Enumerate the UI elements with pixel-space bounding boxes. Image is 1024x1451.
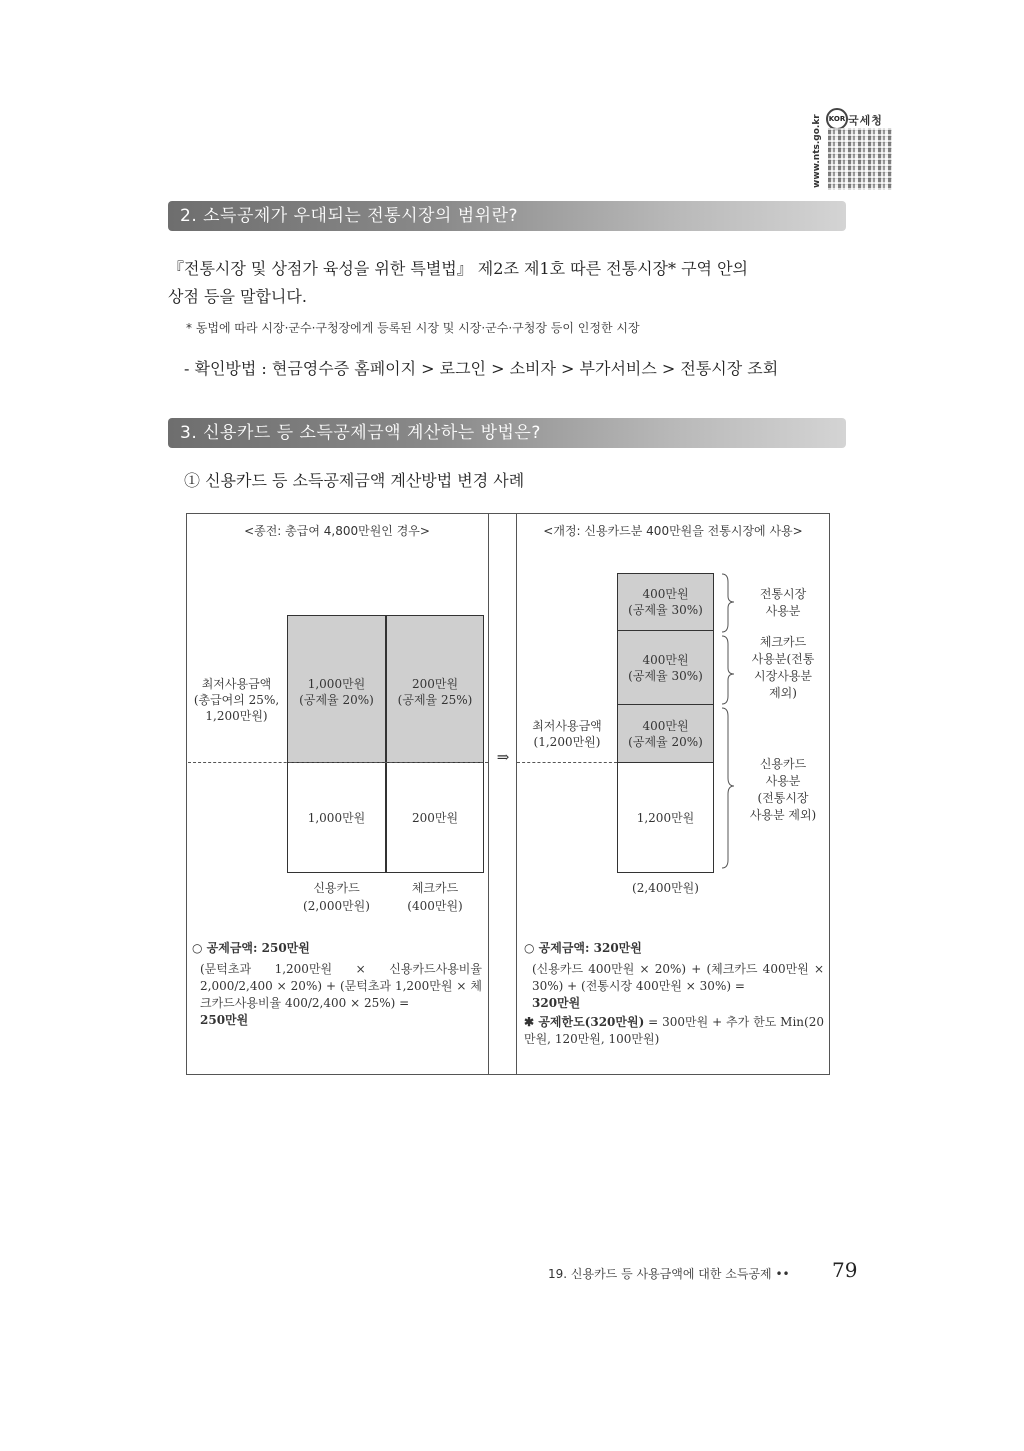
checkcard-amount: 400만원 [642,653,689,667]
right-deduction-title: 공제금액: 320만원 [538,941,642,955]
left-deduction-body: (문턱초과 1,200만원 × 신용카드사용비율 2,000/2,400 × 20%) + (문턱초과 1,200만원 × 체크카드사용비율 400/2,400 × 25%) = [200,962,482,1010]
brace-check-label-3: 시장사용분 [754,669,812,683]
right-deduction-heading [524,940,824,957]
right-caption: <개정: 신용카드분 400만원을 전통시장에 사용> [543,524,803,538]
check-upper-rate: (공제율 25%) [397,693,473,707]
section-2-check-method: - 확인방법 : 현금영수증 홈페이지 > 로그인 > 소비자 > 부가서비스 > 전통시장 조회 [184,359,779,378]
brace-credit-label-4: 사용분 제외) [749,808,817,822]
brace-check-label-1: 체크카드 [759,635,807,649]
credit-upper-rate: (공제율 20%) [299,693,374,707]
market-amount: 400만원 [642,587,689,601]
page-number: 79 [832,1258,858,1282]
right-lower-amount: 1,200만원 [636,811,695,825]
left-min-label-2: (총급여의 25%, [193,693,280,707]
creditcard-rate: (공제율 20%) [628,735,703,749]
brace-group-icon [716,572,740,874]
right-limit-line [524,1014,824,1048]
credit-card-total: (2,000만원) [303,899,370,913]
section-3-subtitle: ① 신용카드 등 소득공제금액 계산방법 변경 사례 [184,471,525,490]
bullet-icon: ○ [192,941,207,955]
left-threshold-line [188,762,488,763]
left-deduction-title: 공제금액: 250만원 [206,941,310,955]
right-limit-label: 공제한도(320만원) [538,1015,645,1029]
footer-dots-icon: •• [775,1267,790,1281]
right-threshold-line [517,762,617,763]
check-upper-amount: 200만원 [411,677,459,691]
section-2-footnote: * 동법에 따라 시장·군수·구청장에게 등록된 시장 및 시장·군수·구청장 등이 인정한 시장 [186,321,640,335]
left-deduction-heading [192,940,482,957]
right-min-label-2: (1,200만원) [533,735,601,749]
agency-name: 국세청 [848,114,883,127]
qr-code-icon [828,128,892,190]
check-card-total: (400만원) [407,899,463,913]
section-3-title: 3. 신용카드 등 소득공제금액 계산하는 방법은? [168,418,846,448]
checkcard-rate: (공제율 30%) [628,669,703,683]
diagram-divider-right [516,513,517,1075]
creditcard-amount: 400만원 [642,719,689,733]
left-min-label-3: 1,200만원) [205,709,268,723]
credit-upper-amount: 1,000만원 [307,677,366,691]
section-2-line-2: 상점 등을 말합니다. [168,287,307,306]
right-limit-body: = 300만원 + 추가 한도 Min(20만원, 120만원, 100만원) [524,1015,824,1046]
left-deduction-result: 250만원 [200,1013,249,1027]
right-total: (2,400만원) [632,881,699,895]
right-deduction-result: 320만원 [532,996,581,1010]
market-rate: (공제율 30%) [628,603,703,617]
footer-chapter [548,1265,790,1282]
diagram-divider-left [488,513,489,1075]
brace-check-label-4: 제외) [769,686,797,700]
website-url: www.nts.go.kr [812,114,822,188]
bullet-icon: ○ [524,941,539,955]
brace-credit-label-1: 신용카드 [759,757,807,771]
brace-check-label-2: 사용분(전통 [751,652,815,666]
brace-market-label-1: 전통시장 [759,587,807,601]
footer-text: 19. 신용카드 등 사용금액에 대한 소득공제 [548,1267,772,1281]
section-2-line-1: 『전통시장 및 상점가 육성을 위한 특별법』 제2조 제1호 따른 전통시장* 구역 안의 [168,259,748,278]
asterisk-icon: ✱ [524,1015,539,1029]
arrow-icon: ⇒ [496,748,510,766]
right-deduction-body: (신용카드 400만원 × 20%) + (체크카드 400만원 × 30%) + (전통시장 400만원 × 30%) = [532,962,824,993]
credit-card-name: 신용카드 [313,881,360,895]
left-caption: <종전: 총급여 4,800만원인 경우> [244,524,430,538]
check-card-name: 체크카드 [411,881,459,895]
brace-market-label-2: 사용분 [765,604,801,618]
brace-credit-label-2: 사용분 [765,774,801,788]
nts-logo-icon: KOR [826,108,848,130]
credit-lower-amount: 1,000만원 [307,811,366,825]
brace-credit-label-3: (전통시장 [757,791,809,805]
section-2-title: 2. 소득공제가 우대되는 전통시장의 범위란? [168,201,846,231]
left-min-label-1: 최저사용금액 [201,677,272,691]
check-lower-amount: 200만원 [411,811,459,825]
right-min-label-1: 최저사용금액 [532,719,602,733]
